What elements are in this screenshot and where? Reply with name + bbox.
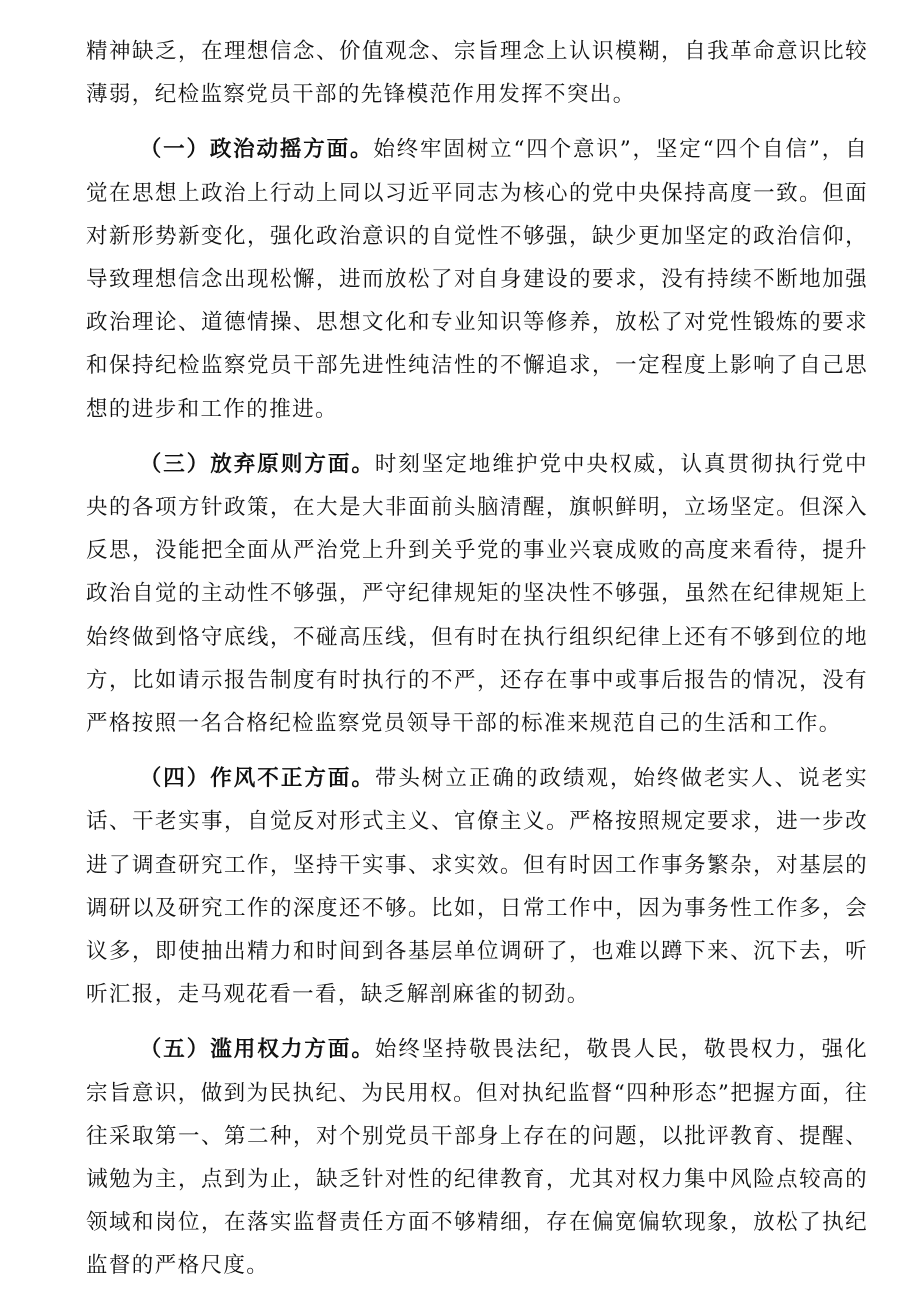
paragraph-abuse-of-power: [86, 1028, 868, 1287]
paragraph-body: 精神缺乏，在理想信念、价值观念、宗旨理念上认识模糊，自我革命意识比较薄弱，纪检监察党员干部的先锋模范作用发挥不突出。: [86, 39, 868, 108]
paragraph-political-wavering: [86, 128, 868, 430]
section-heading: （五）滥用权力方面。: [139, 1037, 375, 1063]
section-heading: （一）政治动摇方面。: [139, 137, 374, 163]
paragraph-body: 始终牢固树立“四个意识”，坚定“四个自信”，自觉在思想上政治上行动上同以习近平同志为核心的党中央保持高度一致。但面对新形势新变化，强化政治意识的自觉性不够强，缺少更加坚定的政治信仰，导致理想信念出现松懈，进而放松了对自身建设的要求，没有持续不断地加强政治理论、道德情操、思想文化和专业知识等修养，放松了对党性锻炼的要求和保持纪检监察党员干部先进性纯洁性的不懈追求，一定程度上影响了自己思想的进步和工作的推进。: [86, 137, 868, 422]
paragraph-body: 带头树立正确的政绩观，始终做老实人、说老实话、干老实事，自觉反对形式主义、官僚主义。严格按照规定要求，进一步改进了调查研究工作，坚持干实事、求实效。但有时因工作事务繁杂，对基层的调研以及研究工作的深度还不够。比如，日常工作中，因为事务性工作多，会议多，即使抽出精力和时间到各基层单位调研了，也难以蹲下来、沉下去，听听汇报，走马观花看一看，缺乏解剖麻雀的韧劲。: [86, 766, 868, 1008]
paragraph-body: 始终坚持敬畏法纪，敬畏人民，敬畏权力，强化宗旨意识，做到为民执纪、为民用权。但对执纪监督“四种形态”把握方面，往往采取第一、第二种，对个别党员干部身上存在的问题，以批评教育、提醒、诫勉为主，点到为止，缺乏针对性的纪律教育，尤其对权力集中风险点较高的领域和岗位，在落实监督责任方面不够精细，存在偏宽偏软现象，放松了执纪监督的严格尺度。: [86, 1037, 868, 1279]
paragraph-continuation: [86, 30, 868, 116]
paragraph-abandoning-principles: [86, 443, 868, 745]
section-heading: （三）放弃原则方面。: [139, 451, 375, 477]
paragraph-body: 时刻坚定地维护党中央权威，认真贯彻执行党中央的各项方针政策，在大是大非面前头脑清醒，旗帜鲜明，立场坚定。但深入反思，没能把全面从严治党上升到关乎党的事业兴衰成败的高度来看待，提升政治自觉的主动性不够强，严守纪律规矩的坚决性不够强，虽然在纪律规矩上始终做到恪守底线，不碰高压线，但有时在执行组织纪律上还有不够到位的地方，比如请示报告制度有时执行的不严，还存在事中或事后报告的情况，没有严格按照一名合格纪检监察党员领导干部的标准来规范自己的生活和工作。: [86, 451, 868, 737]
paragraph-improper-style: [86, 757, 868, 1016]
section-heading: （四）作风不正方面。: [139, 766, 375, 792]
